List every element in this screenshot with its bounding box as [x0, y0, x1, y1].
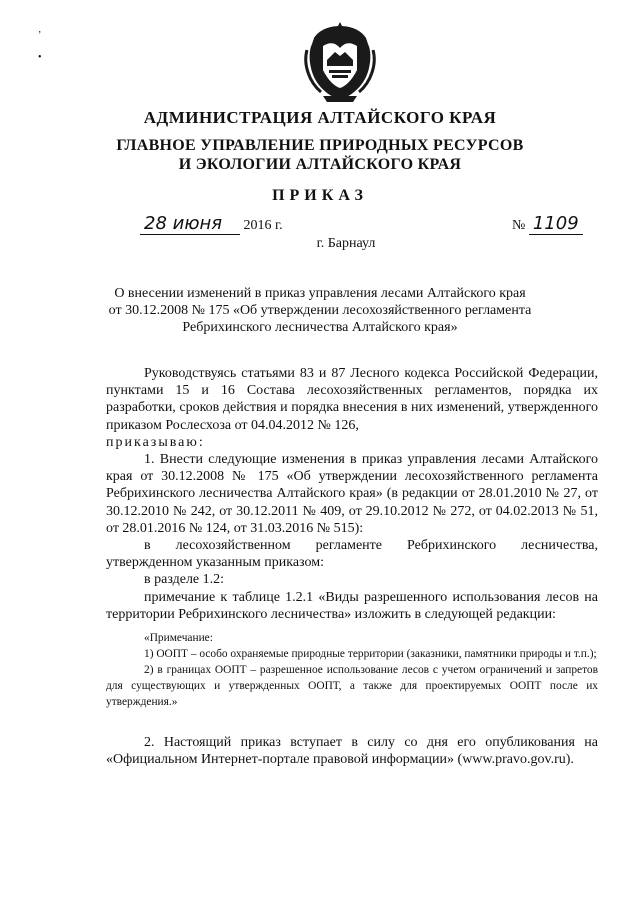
note-item-1: 1) ООПТ – особо охраняемые природные территории (заказники, памятники природы и т.п.);	[144, 648, 597, 661]
item-1-paragraph: 1. Внести следующие изменения в приказ управления лесами Алтайского края от 30.12.2008 № 175 «Об утверждении лесохозяйственного регламента Ребрихинского лесничества Алтайского края» (в редакции от 28.01.2010 № 27, от 30.12.2010 № 242, от 30.12.2011 № 409, от 29.10.2012 № 272, от 04.02.2013 № 51, от 28.01.2016 № 124, от 31.03.2016 № 515):	[106, 452, 598, 536]
number-prefix: №	[512, 218, 526, 233]
number-handwritten: 1109	[529, 213, 583, 235]
date-year: 2016 г.	[243, 218, 283, 233]
document-type: ПРИКАЗ	[272, 187, 368, 204]
order-body	[106, 365, 598, 768]
note-item-2: 2) в границах ООПТ – разрешенное использование лесов с учетом ограничений и запретов для существующих и утвержденных ООПТ, а также для проектируемых ООПТ после их утверждения.»	[106, 664, 598, 709]
order-date	[140, 213, 283, 235]
date-handwritten: 28 июня	[140, 213, 240, 235]
header-department-line1: ГЛАВНОЕ УПРАВЛЕНИЕ ПРИРОДНЫХ РЕСУРСОВ	[116, 137, 524, 154]
preamble-paragraph: Руководствуясь статьями 83 и 87 Лесного кодекса Российской Федерации, пунктами 15 и 16 Состава лесохозяйственных регламентов, порядка их разработки, сроков действия и порядка внесения в них изменений, утвержденного приказом Рослесхоза от 04.04.2012 № 126,	[106, 366, 598, 433]
order-word: приказываю:	[106, 434, 205, 450]
header-administration: АДМИНИСТРАЦИЯ АЛТАЙСКОГО КРАЯ	[143, 108, 497, 127]
title-line: О внесении изменений в приказ управления лесами Алтайского края	[114, 286, 526, 301]
item-2-paragraph: 2. Настоящий приказ вступает в силу со дня его опубликования на «Официальном Интернет-портале правовой информации» (www.pravo.gov.ru).	[106, 735, 598, 768]
item-1-sub-section: в разделе 1.2:	[144, 572, 225, 588]
title-line: Ребрихинского лесничества Алтайского края»	[182, 320, 458, 335]
city: г. Барнаул	[316, 236, 376, 251]
order-number	[512, 213, 583, 235]
scan-dot: •	[38, 52, 42, 63]
order-title	[100, 285, 540, 336]
scan-mark: ’	[38, 30, 42, 41]
header-department-line2: И ЭКОЛОГИИ АЛТАЙСКОГО КРАЯ	[178, 156, 462, 173]
item-1-sub-note-change: примечание к таблице 1.2.1 «Виды разрешенного использования лесов на территории Ребрихинского лесничества» изложить в следующей редакции:	[106, 589, 598, 622]
note-heading: «Примечание:	[144, 632, 213, 645]
title-line: от 30.12.2008 № 175 «Об утверждении лесохозяйственного регламента	[108, 303, 532, 318]
item-1-sub-regulation: в лесохозяйственном регламенте Ребрихинского лесничества, утвержденном указанным приказом:	[106, 538, 598, 571]
coat-of-arms-icon	[299, 20, 381, 106]
